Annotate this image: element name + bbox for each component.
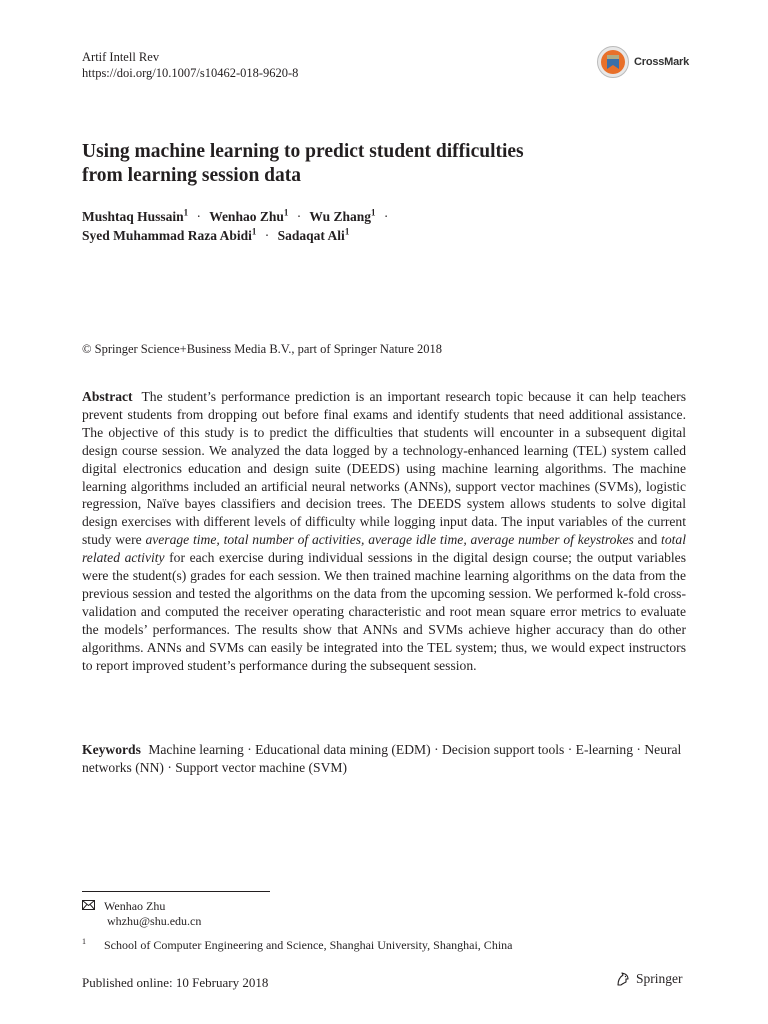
author-separator: · (196, 209, 202, 224)
author-list (82, 207, 682, 245)
title-line-1: Using machine learning to predict student difficulties (82, 141, 524, 162)
abstract-italic-variable: total related activity (82, 532, 686, 566)
abstract-italic-variables: average time, total number of activities, average idle time, average number of keystrokes (145, 532, 634, 548)
keywords-text: Machine learning · Educational data mining (EDM) · Decision support tools · E-learning · Neural networks (NN) · Support vector machine (SVM) (82, 742, 682, 775)
keywords-label: Keywords (82, 742, 141, 757)
author-line-2 (82, 226, 682, 245)
abstract-text: and (637, 532, 658, 548)
author-affiliation-mark: 1 (371, 207, 376, 218)
author-affiliation-mark: 1 (183, 207, 189, 218)
affiliation-text: School of Computer Engineering and Science, Shanghai University, Shanghai, China (104, 938, 513, 952)
affiliation-footnote (82, 934, 512, 953)
springer-logo (615, 971, 683, 987)
author-affiliation-mark: 1 (283, 207, 289, 218)
crossmark-badge[interactable] (596, 44, 696, 80)
abstract-text: for each exercise during individual sessions in the digital design course; the output variables were the student(s) grades for each session. We then trained machine learning algorithms on the data from the previous session and tested the algorithms on the data from the upcoming session. We performed k-fold cross-validation and computed the receiver operating characteristic and root mean square error metrics to evaluate the models’ performances. The results show that ANNs and SVMs achieve higher accuracy than do other algorithms. ANNs and SVMs can easily be integrated into the TEL system; thus, we would expect instructors to report improved student’s performance during the subsequent session. (82, 550, 687, 673)
author-separator: · (296, 209, 302, 224)
springer-horse-icon (615, 971, 631, 987)
contact-name: Wenhao Zhu (104, 899, 166, 913)
author-name[interactable]: Syed Muhammad Raza Abidi (82, 228, 252, 243)
paper-title (82, 140, 682, 188)
publisher-name: Springer (636, 971, 683, 986)
author-name[interactable]: Sadaqat Ali (277, 228, 345, 243)
contact-email[interactable]: whzhu@shu.edu.cn (107, 914, 202, 928)
keywords (82, 741, 692, 777)
author-name[interactable]: Wenhao Zhu (209, 209, 284, 224)
author-name[interactable]: Mushtaq Hussain (82, 209, 184, 224)
author-separator: · (264, 228, 270, 243)
abstract-text: The student’s performance prediction is an important research topic because it can help teachers prevent students from dropping out before final exams and identify students that need additional assistance. The objective of this study is to predict the difficulties that students will encounter in a subsequent digital design course session. We analyzed the data logged by a technology-enhanced learning (TEL) system called digital electronics education and design suite (DEEDS) using machine learning algorithms. The machine learning algorithms included an artificial neural networks (ANNs), support vector machines (SVMs), logistic regression, Naïve bayes classifiers and decision trees. The DEEDS system allows students to solve digital design exercises with different levels of difficulty while logging input data. The input variables of the current study were (82, 389, 686, 548)
author-name[interactable]: Wu Zhang (309, 209, 372, 224)
author-affiliation-mark: 1 (344, 226, 350, 237)
corresponding-author (82, 899, 201, 929)
journal-header (82, 49, 298, 81)
abstract-label: Abstract (82, 389, 133, 404)
crossmark-icon (596, 45, 630, 79)
abstract (82, 388, 686, 675)
crossmark-label: CrossMark (634, 56, 690, 68)
envelope-icon (82, 899, 96, 914)
author-affiliation-mark: 1 (251, 226, 257, 237)
doi-link[interactable]: https://doi.org/10.1007/s10462-018-9620-8 (82, 66, 299, 80)
author-line-1 (82, 207, 682, 226)
author-separator: · (383, 209, 389, 224)
footnote-divider (82, 891, 270, 892)
copyright-notice: © Springer Science+Business Media B.V., part of Springer Nature 2018 (82, 342, 443, 356)
published-date: Published online: 10 February 2018 (82, 975, 269, 990)
title-line-2: from learning session data (82, 165, 302, 186)
journal-name: Artif Intell Rev (82, 50, 160, 64)
affiliation-mark: 1 (82, 937, 86, 946)
